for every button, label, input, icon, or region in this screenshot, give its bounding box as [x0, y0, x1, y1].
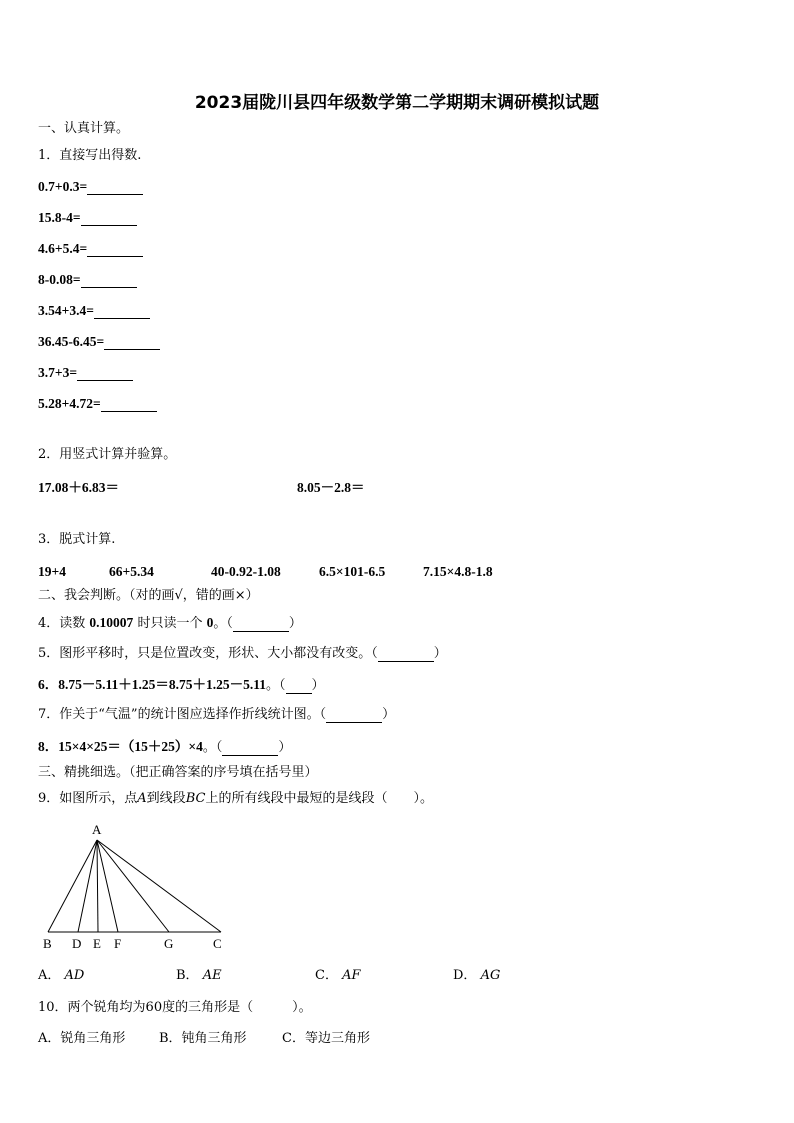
triangle-figure — [38, 822, 228, 952]
expression-item: 40-0.92-1.08 — [211, 564, 281, 579]
calc-item: 5.28+4.72= — [38, 396, 157, 412]
calc-item: 15.8-4= — [38, 210, 137, 226]
answer-blank[interactable] — [77, 367, 133, 381]
answer-blank[interactable] — [101, 398, 157, 412]
answer-blank[interactable] — [326, 709, 382, 723]
point-B-label: B — [43, 936, 52, 951]
calc-item: 4.6+5.4= — [38, 241, 143, 257]
point-A-label: A — [92, 822, 102, 837]
question-10: 10．两个锐角均为60度的三角形是（ ）。 — [38, 1000, 312, 1015]
option-a[interactable]: A．锐角三角形 — [38, 1031, 126, 1046]
point-C-label: C — [213, 936, 222, 951]
section-2-heading: 二、我会判断。（对的画√，错的画×） — [38, 588, 259, 603]
expression-item: 19+4 — [38, 564, 66, 579]
segment-AD — [78, 840, 97, 932]
answer-blank[interactable] — [378, 648, 434, 662]
question-3-label: 3．脱式计算. — [38, 532, 116, 547]
question-2-label: 2．用竖式计算并验算。 — [38, 447, 177, 462]
answer-blank[interactable] — [233, 618, 289, 632]
question-7: 7．作关于“气温”的统计图应选择作折线统计图。（ ） — [38, 707, 396, 722]
option-b[interactable]: B．钝角三角形 — [159, 1031, 247, 1046]
answer-blank[interactable] — [222, 742, 278, 756]
calc-item: 0.7+0.3= — [38, 179, 143, 195]
option-a[interactable]: A． AD — [38, 968, 85, 983]
expression-item: 7.15×4.8-1.8 — [423, 564, 493, 579]
section-3-heading: 三、精挑细选。（把正确答案的序号填在括号里） — [38, 765, 318, 780]
page-title: 2023届陇川县四年级数学第二学期期末调研模拟试题 — [194, 93, 600, 113]
option-c[interactable]: C．等边三角形 — [282, 1031, 370, 1046]
section-1-heading: 一、认真计算。 — [38, 121, 130, 136]
option-d[interactable]: D． AG — [453, 968, 501, 983]
expression-item: 6.5×101-6.5 — [319, 564, 386, 579]
vertical-calc-left: 17.08＋6.83＝ — [38, 480, 119, 495]
question-8: 8．15×4×25＝（15＋25）×4。（ ） — [38, 739, 292, 755]
calc-item: 3.7+3= — [38, 365, 133, 381]
option-c[interactable]: C． AF — [315, 968, 361, 983]
calc-item: 8-0.08= — [38, 272, 137, 288]
question-1-label: 1．直接写出得数. — [38, 148, 142, 163]
option-b[interactable]: B． AE — [176, 968, 222, 983]
answer-blank[interactable] — [94, 305, 150, 319]
segment-AE — [97, 840, 98, 932]
segment-AC — [97, 840, 221, 932]
point-F-label: F — [114, 936, 122, 951]
answer-blank[interactable] — [87, 181, 143, 195]
segment-AB — [48, 840, 97, 932]
answer-blank[interactable] — [87, 243, 143, 257]
point-D-label: D — [72, 936, 82, 951]
question-9: 9．如图所示，点A到线段BC上的所有线段中最短的是线段（ ）。 — [38, 791, 433, 806]
point-G-label: G — [164, 936, 174, 951]
expression-item: 66+5.34 — [109, 564, 154, 579]
question-6: 6．8.75－5.11＋1.25＝8.75＋1.25－5.11。（ ） — [38, 677, 325, 693]
answer-blank[interactable] — [286, 680, 312, 694]
calc-item: 36.45-6.45= — [38, 334, 160, 350]
answer-blank[interactable] — [104, 336, 160, 350]
point-E-label: E — [93, 936, 101, 951]
answer-blank[interactable] — [81, 212, 137, 226]
question-5: 5．图形平移时，只是位置改变，形状、大小都没有改变。（ ） — [38, 646, 447, 661]
calc-item: 3.54+3.4= — [38, 303, 150, 319]
vertical-calc-right: 8.05－2.8＝ — [297, 480, 365, 495]
answer-blank[interactable] — [81, 274, 137, 288]
question-4: 4．读数 0.10007 时只读一个 0。（ ） — [38, 615, 302, 631]
